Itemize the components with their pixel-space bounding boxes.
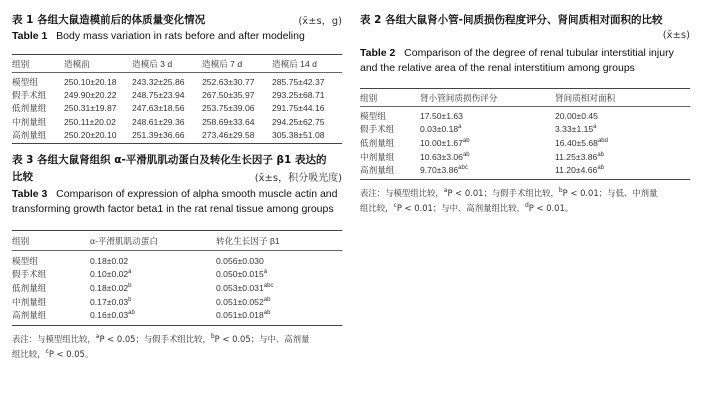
- table3: [12, 230, 342, 326]
- table3-unit: (x̄±s，积分吸光度): [254, 173, 342, 184]
- table1-header-cell: 组别: [12, 58, 30, 69]
- table-row: 低剂量组 0.18±0.02$^b$ 0.053±0.031$^{abc}$: [12, 283, 274, 293]
- table-row: 模型组 250.10±20.18 243.32±25.86 252.63±30.77 285.75±42.37: [12, 77, 325, 87]
- table2-unit-line: [360, 30, 690, 44]
- table2-title-cn: 表 2 各组大鼠肾小管-间质损伤程度评分、肾间质相对面积的比较: [360, 14, 663, 26]
- table3-header-row: [12, 231, 342, 251]
- table3-footnote: 表注：与模型组比较，$^a$P < 0.05；与假手术组比较，$^b$P < 0.05；与中、高剂量 组比较，$^c$P < 0.05。: [12, 332, 310, 359]
- table1-header-cell: 造模前: [64, 58, 90, 69]
- table2: [360, 88, 690, 180]
- table-row: 低剂量组 250.31±19.87 247.63±18.56 253.75±39.06 291.75±44.16: [12, 103, 325, 114]
- table-row: 中剂量组 10.63±3.06$^{ab}$ 11.25±3.86$^{ab}$: [360, 152, 604, 162]
- table3-title-cn-line2: 比较 (x̄±s，积分吸光度): [12, 171, 342, 184]
- table1-header-row: [12, 55, 342, 73]
- table-row: 中剂量组 0.17±0.03$^b$ 0.051±0.052$^{ab}$: [12, 297, 271, 307]
- table2-block: [360, 12, 690, 216]
- table3-title-cn: 表 3 各组大鼠肾组织 α-平滑肌肌动蛋白及转化生长因子 β1 表达的: [12, 154, 327, 166]
- table2-header-cell: 肾小管间质损伤评分: [420, 92, 498, 103]
- table1-title-en: Table 1 Body mass variation in rats before and after modeling: [12, 30, 305, 42]
- table3-header-cell: 组别: [12, 235, 30, 246]
- table-row: 假手术组 0.10±0.02$^a$ 0.050±0.015$^a$: [12, 269, 268, 279]
- table2-header-row: [360, 89, 690, 107]
- table2-title-en: Table 2 Comparison of the degree of renal tubular interstitial injury and the relative area of the renal interstitium among groups: [360, 47, 674, 74]
- table-row: 模型组 0.18±0.02 0.056±0.030: [12, 256, 264, 266]
- table-row: 假手术组 249.90±20.22 248.75±23.94 267.50±35.97 293.25±68.71: [12, 89, 325, 100]
- table3-header-cell: 转化生长因子 β1: [216, 235, 280, 246]
- table2-footnote: 表注：与模型组比较，$^a$P < 0.01；与假手术组比较，$^b$P < 0.01；与低、中剂量 组比较，$^c$P < 0.01；与中、高剂量组比较，$^d$P < 0.01。: [360, 186, 658, 213]
- table-row: 低剂量组 10.00±1.67$^{ab}$ 16.40±5.68$^{abd}$: [360, 138, 608, 148]
- table2-unit: (x̄±s): [662, 30, 690, 41]
- table-row: 假手术组 0.03±0.18$^a$ 3.33±1.15$^a$: [360, 124, 597, 134]
- table1-header-cell: 造模后 7 d: [202, 58, 243, 69]
- table-row: 高剂量组 9.70±3.86$^{abc}$ 11.20±4.66$^{ab}$: [360, 164, 690, 179]
- table1-block: [12, 12, 342, 144]
- table3-header-cell: α-平滑肌肌动蛋白: [90, 235, 158, 246]
- table2-header-cell: 组别: [360, 92, 378, 103]
- table-row: 模型组 17.50±1.63 20.00±0.45: [360, 111, 598, 121]
- table3-title-en: Table 3 Comparison of expression of alpha smooth muscle actin and transforming growth factor beta1 in the rat renal tissue among groups: [12, 188, 338, 215]
- table1-header-cell: 造模后 3 d: [132, 58, 173, 69]
- table1-unit: (x̄±s，g): [298, 16, 342, 27]
- table1-title-cn: 表 1 各组大鼠造模前后的体质量变化情况 (x̄±s，g): [12, 14, 342, 27]
- table3-block: [12, 152, 342, 362]
- table-row: 中剂量组 250.11±20.02 248.61±29.36 258.69±33.64 294.25±62.75: [12, 116, 325, 127]
- table1-header-cell: 造模后 14 d: [272, 58, 317, 69]
- table1: [12, 54, 342, 144]
- table2-header-cell: 肾间质相对面积: [555, 92, 616, 103]
- table-row: 高剂量组 250.20±20.10 251.39±36.66 273.46±29.58 305.38±51.08: [12, 129, 342, 144]
- table-row: 高剂量组 0.16±0.03$^{ab}$ 0.051±0.018$^{ab}$: [12, 309, 342, 325]
